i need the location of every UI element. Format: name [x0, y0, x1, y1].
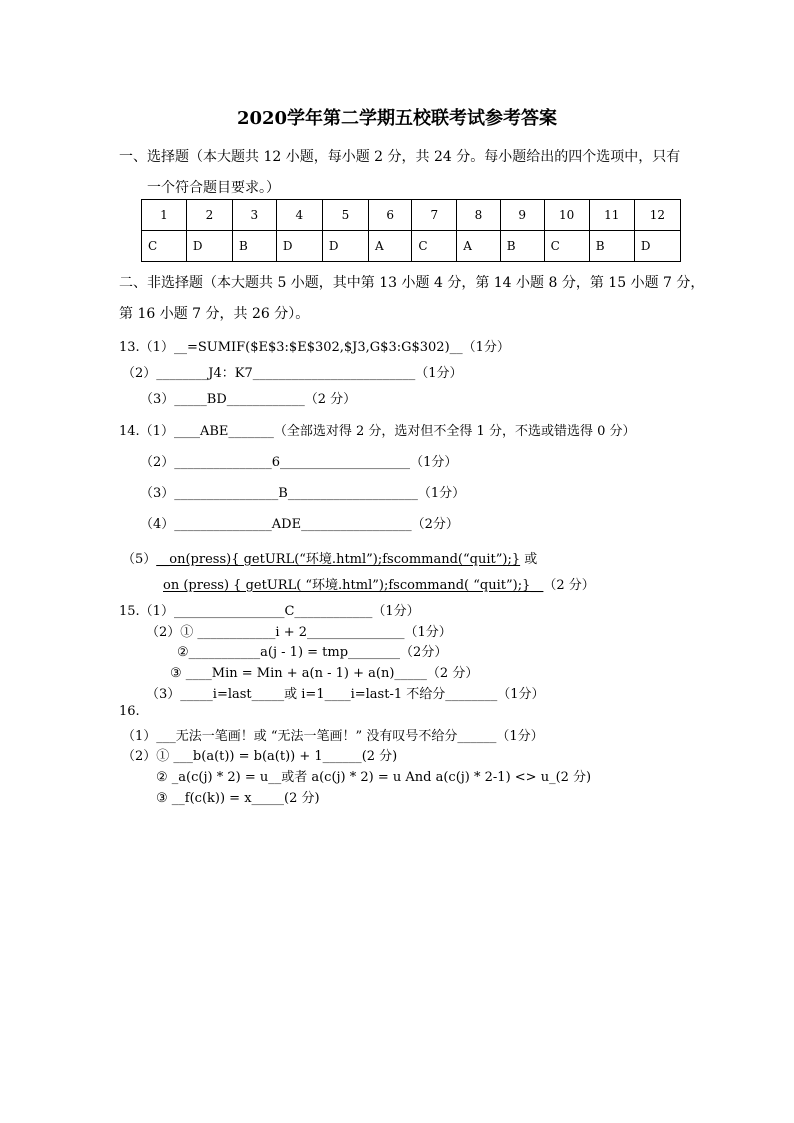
q13-line-1	[119, 336, 510, 355]
answer-table-answer-row	[142, 231, 681, 262]
q14-line-4	[140, 513, 459, 532]
q14-5-answer: __on(press){ getURL(“环境.html”);fscommand(“quit”);}	[156, 552, 521, 567]
question-number-cell: 6	[368, 200, 411, 231]
q16-3-answer: _a(c(j) * 2) = u__或者 a(c(j) * 2) = u And a(c(j) * 2-1) <> u_	[171, 770, 556, 785]
q16-1-label: （1）	[122, 729, 157, 744]
q13-1-answer: __=SUMIF($E$3:$E$302,$J3,G$3:G$302)__	[173, 340, 463, 355]
question-number-cell: 12	[634, 200, 680, 231]
q15-2-label: （2）①	[146, 625, 194, 640]
question-number-cell: 9	[500, 200, 544, 231]
answer-cell: C	[544, 231, 589, 262]
q15-4-answer: ____Min = Min + a(n - 1) + a(n)_____	[185, 666, 427, 681]
answer-cell: A	[457, 231, 500, 262]
answer-cell: D	[322, 231, 368, 262]
q15-5-score: （1分）	[497, 687, 545, 702]
q16-3-score: (2 分)	[555, 770, 592, 785]
q16-4-score: (2 分)	[284, 791, 320, 806]
answer-cell: B	[232, 231, 276, 262]
q15-4-score: （2 分）	[426, 666, 479, 681]
q15-4-label: ③	[170, 666, 182, 681]
q14-3-answer: ________________B____________________	[174, 486, 418, 501]
question-number-cell: 3	[232, 200, 276, 231]
q14-4-answer: _______________ADE_________________	[174, 517, 412, 532]
q14-4-label: （4）	[140, 517, 175, 532]
q16-number: 16.	[119, 704, 140, 719]
q14-3-label: （3）	[140, 486, 175, 501]
part1-heading-cont: 一个符合题目要求。）	[147, 180, 280, 196]
question-number-cell: 5	[322, 200, 368, 231]
q13-2-label: （2）	[122, 366, 157, 381]
answer-cell: D	[186, 231, 232, 262]
part2-heading-cont: 第 16 小题 7 分，共 26 分）。	[119, 306, 310, 322]
q14-line-5	[122, 548, 537, 567]
question-number-cell: 8	[457, 200, 500, 231]
q13-3-label: （3）	[140, 392, 175, 407]
q14-line-3	[140, 482, 465, 501]
q13-2-answer: ________J4：K7_________________________	[156, 366, 416, 381]
q14-1-label: 14.（1）	[119, 424, 174, 439]
answer-cell: C	[412, 231, 457, 262]
q15-line-5	[146, 683, 545, 702]
q14-3-score: （1分）	[417, 486, 466, 501]
q15-line-4	[170, 662, 478, 681]
q14-1-score: （全部选对得 2 分，选对但不全得 1 分，不选或错选得 0 分）	[273, 424, 636, 439]
q14-5-answer-alt: on (press) { getURL( “环境.html”);fscommand( “quit”);}__	[163, 578, 544, 593]
q16-2-label: （2）①	[122, 749, 170, 764]
q15-5-answer: _____i=last_____或 i=1____i=last-1 不给分________	[180, 687, 498, 702]
q16-3-label: ②	[156, 770, 168, 785]
answer-table-header-row	[142, 200, 681, 231]
q15-5-label: （3）	[146, 687, 181, 702]
q14-5-or: 或	[524, 552, 538, 567]
q15-1-label: 15.（1）	[119, 604, 174, 619]
q13-line-3	[140, 388, 356, 407]
q14-5-label: （5）	[122, 552, 157, 567]
q16-line-3	[156, 766, 591, 785]
q14-2-score: （1分）	[410, 455, 458, 470]
q15-3-label: ②	[177, 645, 189, 660]
question-number-cell: 10	[544, 200, 589, 231]
q14-2-answer: _______________6____________________	[174, 455, 411, 470]
q14-line-6	[163, 574, 595, 593]
question-number-cell: 2	[186, 200, 232, 231]
q15-2-score: （1分）	[404, 625, 452, 640]
answer-cell: C	[142, 231, 187, 262]
q16-line-4	[156, 787, 320, 806]
q15-line-3	[177, 641, 447, 660]
q14-line-1	[119, 420, 636, 439]
q16-2-score: (2 分)	[361, 749, 398, 764]
answer-cell: A	[368, 231, 411, 262]
q16-4-label: ③	[156, 791, 168, 806]
q13-3-score: （2 分）	[304, 392, 357, 407]
answer-cell: B	[500, 231, 544, 262]
q15-2-answer: ____________i + 2_______________	[197, 625, 405, 640]
q15-3-score: （2分）	[400, 645, 448, 660]
q14-2-label: （2）	[140, 455, 175, 470]
question-number-cell: 1	[142, 200, 187, 231]
part2-heading: 二、非选择题（本大题共 5 小题，其中第 13 小题 4 分，第 14 小题 8 分，第 15 小题 7 分，	[119, 275, 705, 291]
question-number-cell: 4	[276, 200, 322, 231]
q15-line-1	[119, 600, 420, 619]
q13-line-2	[122, 362, 463, 381]
q16-line-2	[122, 745, 397, 764]
answer-cell: B	[589, 231, 634, 262]
q14-1-answer: ____ABE_______	[173, 424, 274, 439]
q16-1-answer: ___无法一笔画！或 “无法一笔画！” 没有叹号不给分______	[156, 729, 497, 744]
answer-cell: D	[276, 231, 322, 262]
q13-2-score: （1分）	[415, 366, 463, 381]
q16-2-answer: ___b(a(t)) = b(a(t)) + 1______	[173, 749, 362, 764]
question-number-cell: 11	[589, 200, 634, 231]
q14-line-2	[140, 451, 457, 470]
q16-4-answer: __f(c(k)) = x_____	[171, 791, 285, 806]
part1-heading: 一、选择题（本大题共 12 小题，每小题 2 分，共 24 分。每小题给出的四个选项中，只有	[119, 149, 681, 165]
q15-line-2	[146, 621, 452, 640]
q15-1-answer: _________________C____________	[173, 604, 373, 619]
q13-1-label: 13.（1）	[119, 340, 174, 355]
q13-3-answer: _____BD____________	[174, 392, 305, 407]
q14-4-score: （2分）	[411, 517, 459, 532]
q15-3-answer: ___________a(j - 1) = tmp________	[188, 645, 401, 660]
q16-line-1	[122, 725, 544, 744]
answer-cell: D	[634, 231, 680, 262]
answer-table	[141, 199, 681, 262]
page-title: 2020学年第二学期五校联考试参考答案	[236, 108, 558, 129]
q16-1-score: （1分）	[496, 729, 544, 744]
q15-1-score: （1分）	[372, 604, 420, 619]
q14-5-score: （2 分）	[543, 578, 595, 593]
question-number-cell: 7	[412, 200, 457, 231]
q13-1-score: （1分）	[462, 340, 510, 355]
